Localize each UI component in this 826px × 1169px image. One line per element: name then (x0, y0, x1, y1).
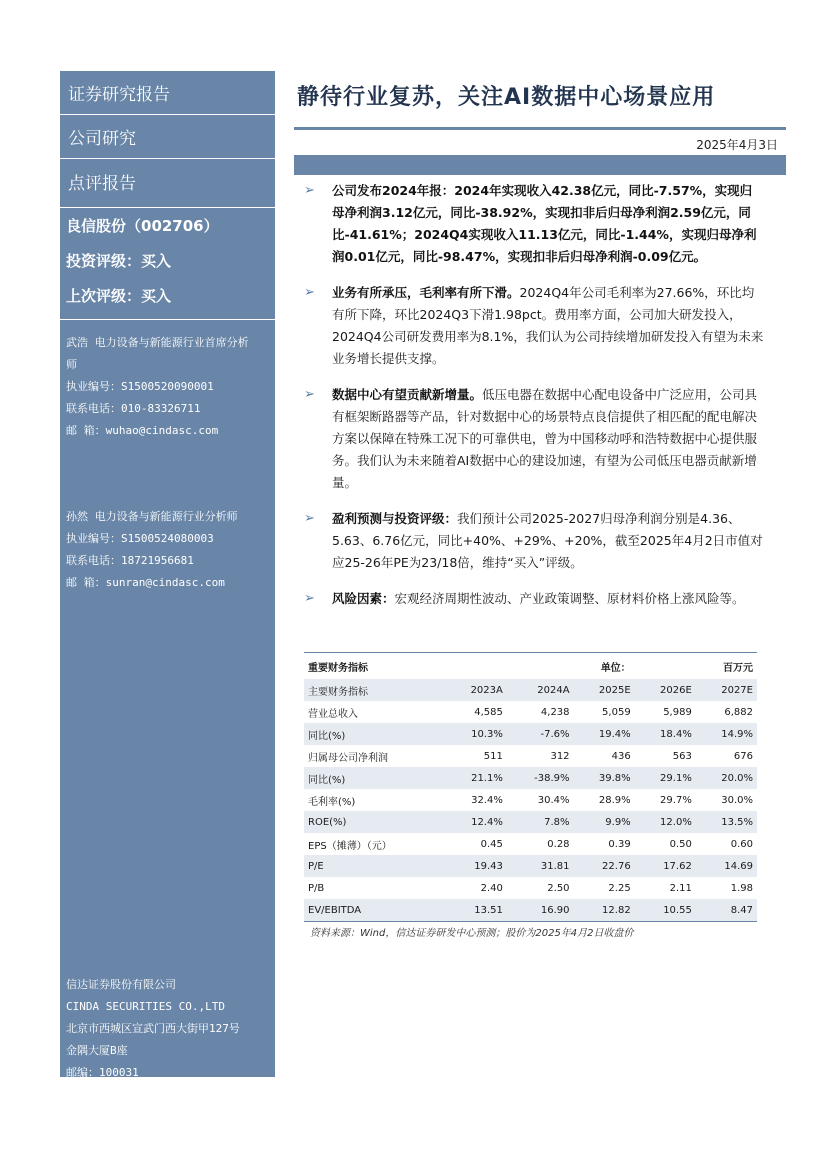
spacer (635, 653, 696, 679)
key-point (300, 180, 764, 268)
arrow-icon: ➢ (304, 285, 315, 300)
row-label: 同比(%) (304, 723, 445, 745)
row-label: P/E (304, 855, 445, 877)
table-row (304, 855, 757, 877)
key-points (300, 180, 764, 624)
column-header: 2027E (696, 679, 757, 701)
table-cell: 2.11 (669, 882, 692, 894)
row-label: 营业总收入 (308, 708, 358, 720)
unit-label: 单位： (574, 653, 635, 679)
company-postcode: 邮编：100031 (66, 1066, 139, 1079)
key-point-lead: 风险因素： (332, 591, 395, 606)
column-header: 2024A (507, 679, 574, 701)
key-point-lead: 业务有所承压，毛利率有所下滑。 (332, 285, 520, 300)
table-cell: 7.8% (507, 811, 574, 833)
financial-table-grid (304, 653, 757, 921)
table-row (304, 745, 757, 767)
arrow-icon: ➢ (304, 511, 315, 526)
table-cell: 30.0% (721, 794, 753, 806)
table-cell: 0.28 (547, 838, 570, 850)
table-cell: 12.0% (635, 811, 696, 833)
arrow-icon: ➢ (304, 387, 315, 402)
table-cell: 22.76 (574, 855, 635, 877)
table-cell: 0.39 (608, 838, 631, 850)
table-cell: 21.1% (445, 767, 507, 789)
table-cell: 31.81 (507, 855, 574, 877)
table-cell: 2.40 (480, 882, 503, 894)
key-point-lead: 盈利预测与投资评级： (332, 511, 458, 526)
table-cell: 1.98 (730, 882, 753, 894)
table-row (304, 811, 757, 833)
column-header: 2026E (635, 679, 696, 701)
stock-name: 良信股份（002706） (66, 217, 219, 235)
unit-value: 百万元 (696, 653, 757, 679)
report-subtype: 点评报告 (68, 173, 136, 194)
table-row (304, 833, 757, 855)
table-cell: 9.9% (574, 811, 635, 833)
report-category: 公司研究 (60, 115, 275, 159)
table-cell: 12.4% (445, 811, 507, 833)
table-cell: 563 (672, 750, 692, 762)
row-label: 归属母公司净利润 (308, 752, 388, 764)
table-cell: 2.25 (608, 882, 631, 894)
table-cell: 19.4% (574, 723, 635, 745)
table-cell: -38.9% (507, 767, 574, 789)
table-cell: 14.69 (696, 855, 757, 877)
table-cell: 5,989 (663, 706, 692, 718)
table-source-note: 资料来源：Wind，信达证券研发中心预测；股价为2025年4月2日收盘价 (310, 928, 634, 939)
analyst-phone: 联系电话：010-83326711 (66, 402, 201, 415)
column-header: 2023A (445, 679, 507, 701)
table-cell: 0.60 (730, 838, 753, 850)
company-address: 北京市西城区宣武门西大街甲127号 (66, 1022, 240, 1035)
key-point (300, 384, 764, 494)
key-point-text: 我们预计公司2025-2027归母净利润分别是4.36、5.63、6.76亿元，同比+40%、+29%、+20%，截至2025年4月2日市值对应25-26年PE为23/18倍，维持“买入”评级。 (332, 511, 763, 570)
row-label: ROE(%) (304, 811, 445, 833)
table-cell: 17.62 (635, 855, 696, 877)
previous-rating: 上次评级：买入 (66, 287, 172, 305)
analyst-name: 武浩 电力设备与新能源行业首席分析 (66, 336, 249, 349)
table-cell: 8.47 (696, 899, 757, 921)
key-point-text: 低压电器在数据中心配电设备中广泛应用，公司具有框架断路器等产品，针对数据中心的场景特点良信提供了相匹配的配电解决方案以保障在特殊工况下的可靠供电，曾为中国移动呼和浩特数据中心提供服务。我们认为未来随着AI数据中心的建设加速，有望为公司低压电器贡献新增量。 (332, 387, 758, 490)
table-cell: 16.90 (507, 899, 574, 921)
column-header: 2025E (574, 679, 635, 701)
report-type: 证券研究报告 (60, 71, 275, 115)
sidebar (60, 71, 275, 1077)
row-label: EV/EBITDA (304, 899, 445, 921)
table-cell: 39.8% (574, 767, 635, 789)
table-header-row (304, 679, 757, 701)
table-cell: 312 (550, 750, 570, 762)
analyst-phone: 联系电话：18721956681 (66, 554, 194, 567)
table-cell: 10.55 (635, 899, 696, 921)
table-row (304, 701, 757, 723)
table-cell: 0.50 (669, 838, 692, 850)
analyst-email[interactable]: 邮 箱：sunran@cindasc.com (66, 576, 225, 589)
table-cell: 511 (483, 750, 503, 762)
table-title-row (304, 653, 757, 679)
table-cell: 2.50 (547, 882, 570, 894)
table-cell: 29.1% (635, 767, 696, 789)
table-cell: 4,238 (540, 706, 570, 718)
key-point (300, 588, 764, 610)
row-label: 毛利率(%) (308, 796, 356, 808)
analyst-email[interactable]: 邮 箱：wuhao@cindasc.com (66, 424, 219, 437)
arrow-icon: ➢ (304, 183, 315, 198)
table-body (304, 701, 757, 921)
table-cell: 28.9% (598, 794, 631, 806)
analyst-block-2 (60, 498, 275, 594)
analyst-license: 执业编号：S1500524080003 (66, 532, 214, 545)
key-point-text: 2024Q4年公司毛利率为27.66%，环比均有所下降，环比2024Q3下滑1.98pct。费用率方面，公司加大研发投入，2024Q4公司研发费用率为8.1%，我们认为公司持续增加研发投入有望为未来业务增长提供支撑。 (332, 285, 764, 366)
table-cell: 18.4% (635, 723, 696, 745)
table-row (304, 877, 757, 899)
table-cell: 0.45 (480, 838, 503, 850)
table-cell: 32.4% (471, 794, 503, 806)
table-cell: 13.5% (696, 811, 757, 833)
row-label: 同比(%) (304, 767, 445, 789)
table-cell: 14.9% (696, 723, 757, 745)
table-bottom-rule (304, 921, 757, 922)
row-label: P/B (308, 882, 325, 894)
analyst-name: 孙然 电力设备与新能源行业分析师 (66, 510, 238, 523)
table-row (304, 899, 757, 921)
investment-rating: 投资评级：买入 (66, 252, 172, 270)
key-point-lead: 数据中心有望贡献新增量。 (332, 387, 483, 402)
analyst-title-cont: 师 (66, 358, 77, 371)
table-cell: 5,059 (602, 706, 631, 718)
row-label: EPS（摊薄）（元） (308, 840, 392, 852)
report-date: 2025年4月3日 (696, 138, 778, 152)
table-cell: 19.43 (445, 855, 507, 877)
table-cell: 4,585 (474, 706, 503, 718)
company-building: 金隅大厦B座 (66, 1044, 128, 1057)
company-info (60, 968, 275, 1090)
analyst-block-1 (60, 324, 275, 442)
table-row (304, 767, 757, 789)
table-row (304, 723, 757, 745)
table-row (304, 789, 757, 811)
table-cell: 20.0% (696, 767, 757, 789)
key-point-text: 宏观经济周期性波动、产业政策调整、原材料价格上涨风险等。 (394, 591, 745, 606)
table-cell: -7.6% (507, 723, 574, 745)
analyst-license: 执业编号：S1500520090001 (66, 380, 214, 393)
key-point (300, 282, 764, 370)
table-cell: 6,882 (724, 706, 753, 718)
financial-table (304, 652, 757, 922)
header-band (294, 155, 786, 175)
key-point-lead: 公司发布2024年报：2024年实现收入42.38亿元，同比-7.57%，实现归母净利润3.12亿元，同比-38.92%，实现扣非后归母净利润2.59亿元，同比-41.61%；2024Q4实现收入11.13亿元，同比-1.44%，实现归母净利润0.01亿元，同比-98.47%，实现扣非后归母净利润-0.09亿元。 (332, 183, 757, 264)
sidebar-divider (60, 319, 275, 320)
table-cell: 12.82 (574, 899, 635, 921)
table-cell: 29.7% (660, 794, 692, 806)
report-title: 静待行业复苏，关注AI数据中心场景应用 (297, 85, 716, 110)
table-cell: 13.51 (445, 899, 507, 921)
company-name-en: CINDA SECURITIES CO.,LTD (66, 1000, 225, 1013)
key-point (300, 508, 764, 574)
table-cell: 676 (733, 750, 753, 762)
table-title: 重要财务指标 (304, 653, 574, 679)
table-cell: 10.3% (445, 723, 507, 745)
table-cell: 30.4% (537, 794, 570, 806)
company-name-cn: 信达证券股份有限公司 (66, 978, 176, 991)
arrow-icon: ➢ (304, 591, 315, 606)
table-cell: 436 (611, 750, 631, 762)
title-rule (294, 127, 786, 130)
column-header: 主要财务指标 (304, 679, 445, 701)
